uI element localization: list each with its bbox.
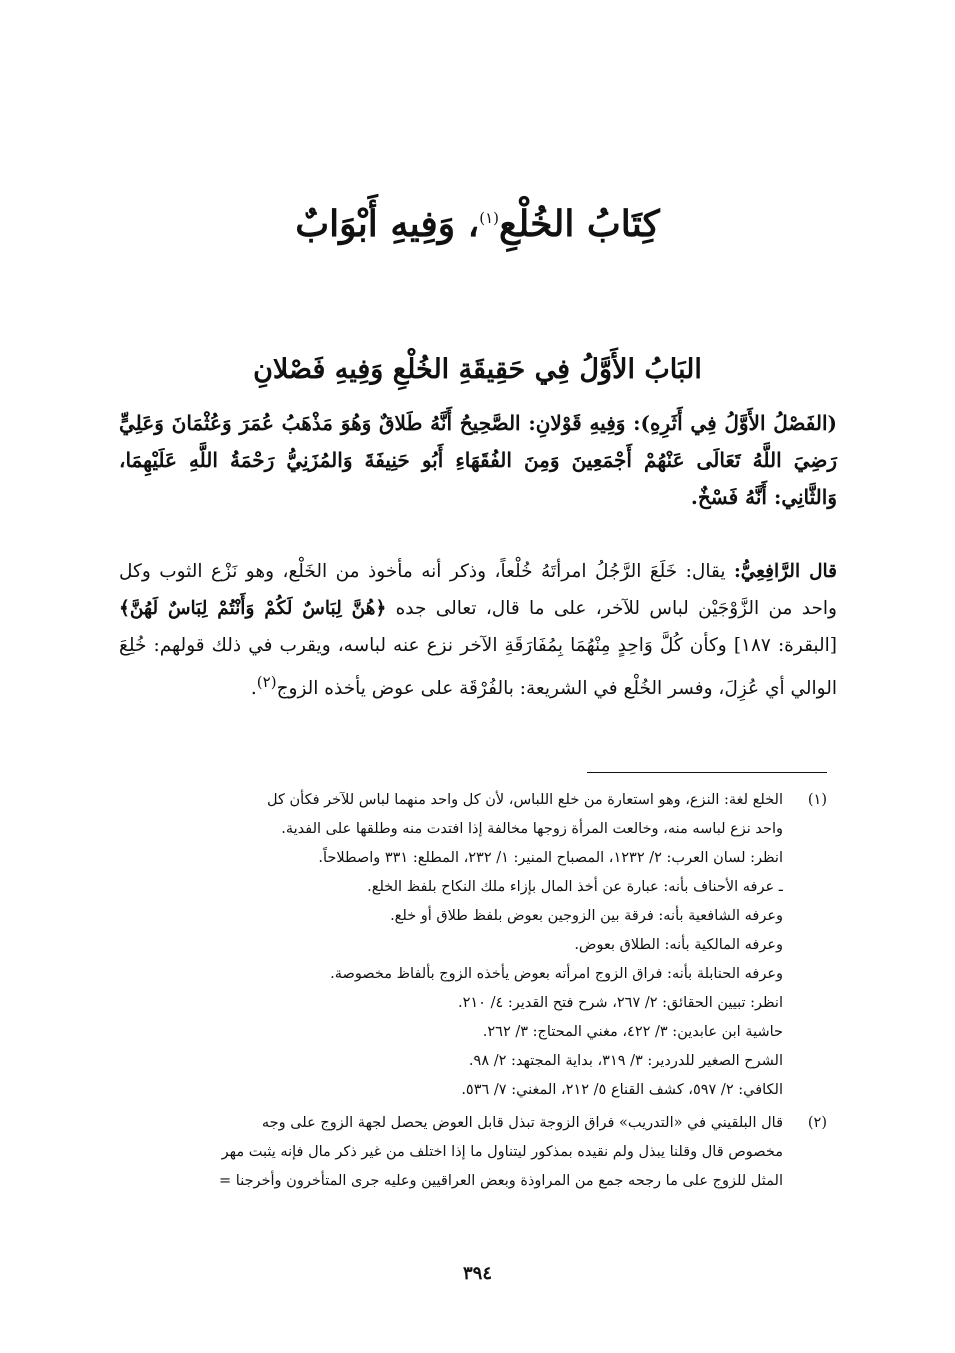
section-first-chapter: (الفَصْلُ الأَوَّلُ فِي أَثَرِهِ): وَفِيهِ قَوْلانِ: الصَّحِيحُ أَنَّهُ طَلاقٌ وَهُوَ مَذْهَبُ عُمَرَ وَعُثْمَانَ وَعَلِيٍّ رَضِيَ اللَّهُ تَعَالَى عَنْهُمْ أَجْمَعِينَ وَمِنَ الفُقَهَاءِ أَبُو حَنِيفَةَ وَالمُزَنِيُّ رَحْمَةُ اللَّهِ عَلَيْهِمَا، وَالثَّانِي: أَنَّهُ فَسْخٌ.: [119, 411, 837, 509]
footnote-line: انظر: لسان العرب: ٢/ ١٢٣٢، المصباح المنير: ١/ ٢٣٢، المطلع: ٣٣١ واصطلاحاً.: [318, 850, 783, 866]
footnote-line: الشرح الصغير للدردير: ٣/ ٣١٩، بداية المجتهد: ٢/ ٩٨.: [468, 1053, 783, 1069]
body-text-1: يقال: خَلَعَ الرَّجُلُ امرأتَهُ خُلْعاً، وذكر أنه مأخوذ من الخَلْع، وهو نَزْع الثوب وكل واحد من الزَّوْجَيْن لباس للآخر، على ما قال، تعالى جده: [119, 561, 837, 619]
footnotes: [125, 786, 825, 1196]
footnote-line: انظر: تبيين الحقائق: ٢/ ٢٦٧، شرح فتح القدير: ٤/ ٢١٠.: [457, 995, 783, 1011]
body-paragraph: [119, 553, 837, 707]
book-title: [0, 190, 955, 252]
footnote-1: [125, 786, 825, 1105]
footnote-text: [125, 786, 783, 1105]
footnote-line: المثل للزوج على ما رجحه جمع من المراوذة وبعض العراقيين وعليه جرى المتأخرون وأخرجنا =: [219, 1173, 783, 1189]
footnote-number: (٢): [807, 1115, 827, 1131]
page-number: ٣٩٤: [462, 1263, 492, 1284]
footnote-2: [125, 1109, 825, 1196]
footnote-line: الخلع لغة: النزع، وهو استعارة من خلع اللباس، لأن كل واحد منهما لباس للآخر فكأن كل: [267, 792, 783, 808]
footnote-divider: [587, 772, 827, 773]
book-title-rest: ، وَفِيهِ أَبْوَابٌ: [295, 203, 480, 245]
book-title-text: كِتَابُ الخُلْعِ: [499, 203, 660, 245]
body-text-2: [البقرة: ١٨٧] وكأن كُلَّ وَاحِدٍ مِنْهُمَا بِمُفَارَقَةِ الآخر نزع عنه لباسه، ويقرب في ذلك قولهم: خُلِعَ الوالي أي عُزِلَ، وفسر الخُلْع في الشريعة: بالفُرْقَة على عوض يأخذه الزوج: [119, 635, 838, 700]
footnote-line: وعرفه الحنابلة بأنه: فراق الزوج امرأته بعوض يأخذه الزوج بألفاظ مخصوصة.: [330, 966, 783, 982]
quran-verse: ﴿هُنَّ لِبَاسٌ لَكُمْ وَأَنْتُمْ لِبَاسٌ لَهُنَّ﴾: [119, 598, 387, 619]
footnote-line: وعرفه الشافعية بأنه: فرقة بين الزوجين بعوض بلفظ طلاق أو خلع.: [390, 908, 783, 924]
footnote-line: مخصوص قال وقلنا يبذل ولم نقيده بمذكور ليتناول ما إذا اختلف من غير ذكر مال فإنه يثبت مهر: [221, 1144, 783, 1160]
footnote-line: الكافي: ٢/ ٥٩٧، كشف القناع ٥/ ٢١٢، المغني: ٧/ ٥٣٦.: [461, 1082, 783, 1098]
footnote-line: حاشية ابن عابدين: ٣/ ٤٢٢، مغني المحتاج: ٣/ ٢٦٢.: [482, 1024, 783, 1040]
footnote-line: قال البلقيني في «التدريب» فراق الزوجة تبذل قابل العوض يحصل لجهة الزوج على وجه: [261, 1115, 783, 1131]
body-end: .: [250, 678, 257, 700]
footnote-number: (١): [807, 792, 827, 808]
footnote-line: وعرفه المالكية بأنه: الطلاق بعوض.: [574, 937, 783, 953]
chapter-title: البَابُ الأَوَّلُ فِي حَقِيقَةِ الخُلْعِ وَفِيهِ فَصْلانِ: [253, 354, 702, 385]
footnote-text: [125, 1109, 783, 1196]
speaker-name: قال الرَّافِعِيُّ:: [733, 561, 838, 582]
footnote-line: ـ عرفه الأحناف بأنه: عبارة عن أخذ المال بإزاء ملك النكاح بلفظ الخلع.: [367, 879, 783, 895]
footnote-ref-2: (٢): [256, 673, 277, 691]
footnote-ref-1: (١): [479, 209, 500, 227]
footnote-line: واحد نزع لباسه منه، وخالعت المرأة زوجها مخالفة إذا افتدت منه وطلقها على الفدية.: [281, 821, 783, 837]
